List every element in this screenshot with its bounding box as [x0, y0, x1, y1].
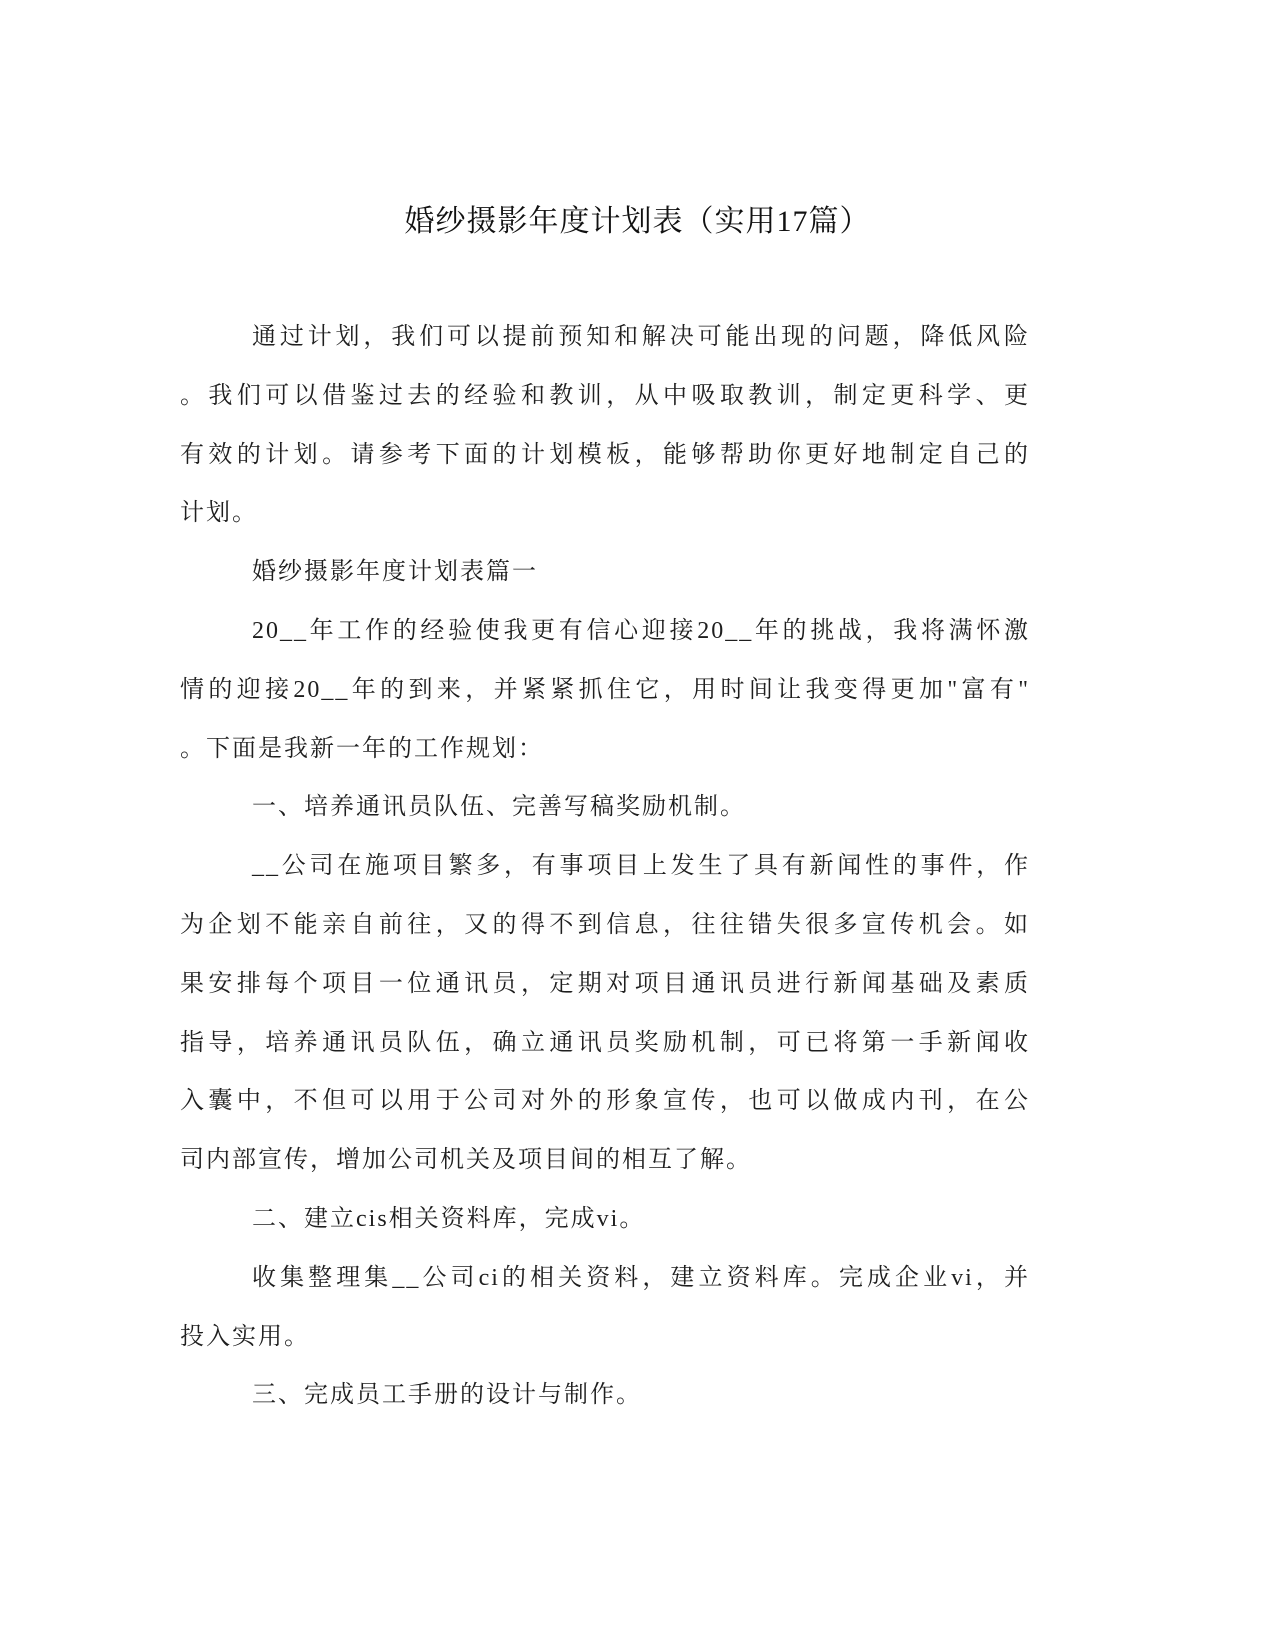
item-body-line: 司内部宣传，增加公司机关及项目间的相互了解。 — [180, 1147, 752, 1174]
item-heading: 三、完成员工手册的设计与制作。 — [252, 1382, 642, 1409]
item-body-line: 果安排每个项目一位通讯员，定期对项目通讯员进行新闻基础及素质 — [180, 970, 1030, 997]
document-body — [180, 308, 1030, 1425]
section-intro-line: 。下面是我新一年的工作规划： — [180, 735, 544, 762]
section-heading: 婚纱摄影年度计划表篇一 — [252, 559, 538, 586]
intro-line: 有效的计划。请参考下面的计划模板，能够帮助你更好地制定自己的 — [180, 441, 1030, 468]
section-intro-line: 20__年工作的经验使我更有信心迎接20__年的挑战，我将满怀激 — [252, 617, 1030, 644]
item-heading: 二、建立cis相关资料库，完成vi。 — [252, 1205, 646, 1232]
item-body-line: 指导，培养通讯员队伍，确立通讯员奖励机制，可已将第一手新闻收 — [180, 1029, 1030, 1056]
item-body-line: 入囊中，不但可以用于公司对外的形象宣传，也可以做成内刊，在公 — [180, 1088, 1030, 1115]
intro-line: 通过计划，我们可以提前预知和解决可能出现的问题，降低风险 — [252, 324, 1030, 350]
document-title: 婚纱摄影年度计划表（实用17篇） — [404, 205, 871, 238]
item-body-line: 投入实用。 — [180, 1323, 310, 1350]
item-body-line: __公司在施项目繁多，有事项目上发生了具有新闻性的事件，作 — [252, 853, 1030, 880]
item-heading: 一、培养通讯员队伍、完善写稿奖励机制。 — [252, 794, 746, 821]
item-body-line: 为企划不能亲自前往，又的得不到信息，往往错失很多宣传机会。如 — [180, 911, 1030, 938]
section-intro-line: 情的迎接20__年的到来，并紧紧抓住它，用时间让我变得更加"富有" — [180, 676, 1030, 703]
item-body-line: 收集整理集__公司ci的相关资料，建立资料库。完成企业vi，并 — [252, 1264, 1030, 1291]
intro-line: 计划。 — [180, 500, 258, 527]
intro-line: 。我们可以借鉴过去的经验和教训，从中吸取教训，制定更科学、更 — [180, 382, 1030, 409]
